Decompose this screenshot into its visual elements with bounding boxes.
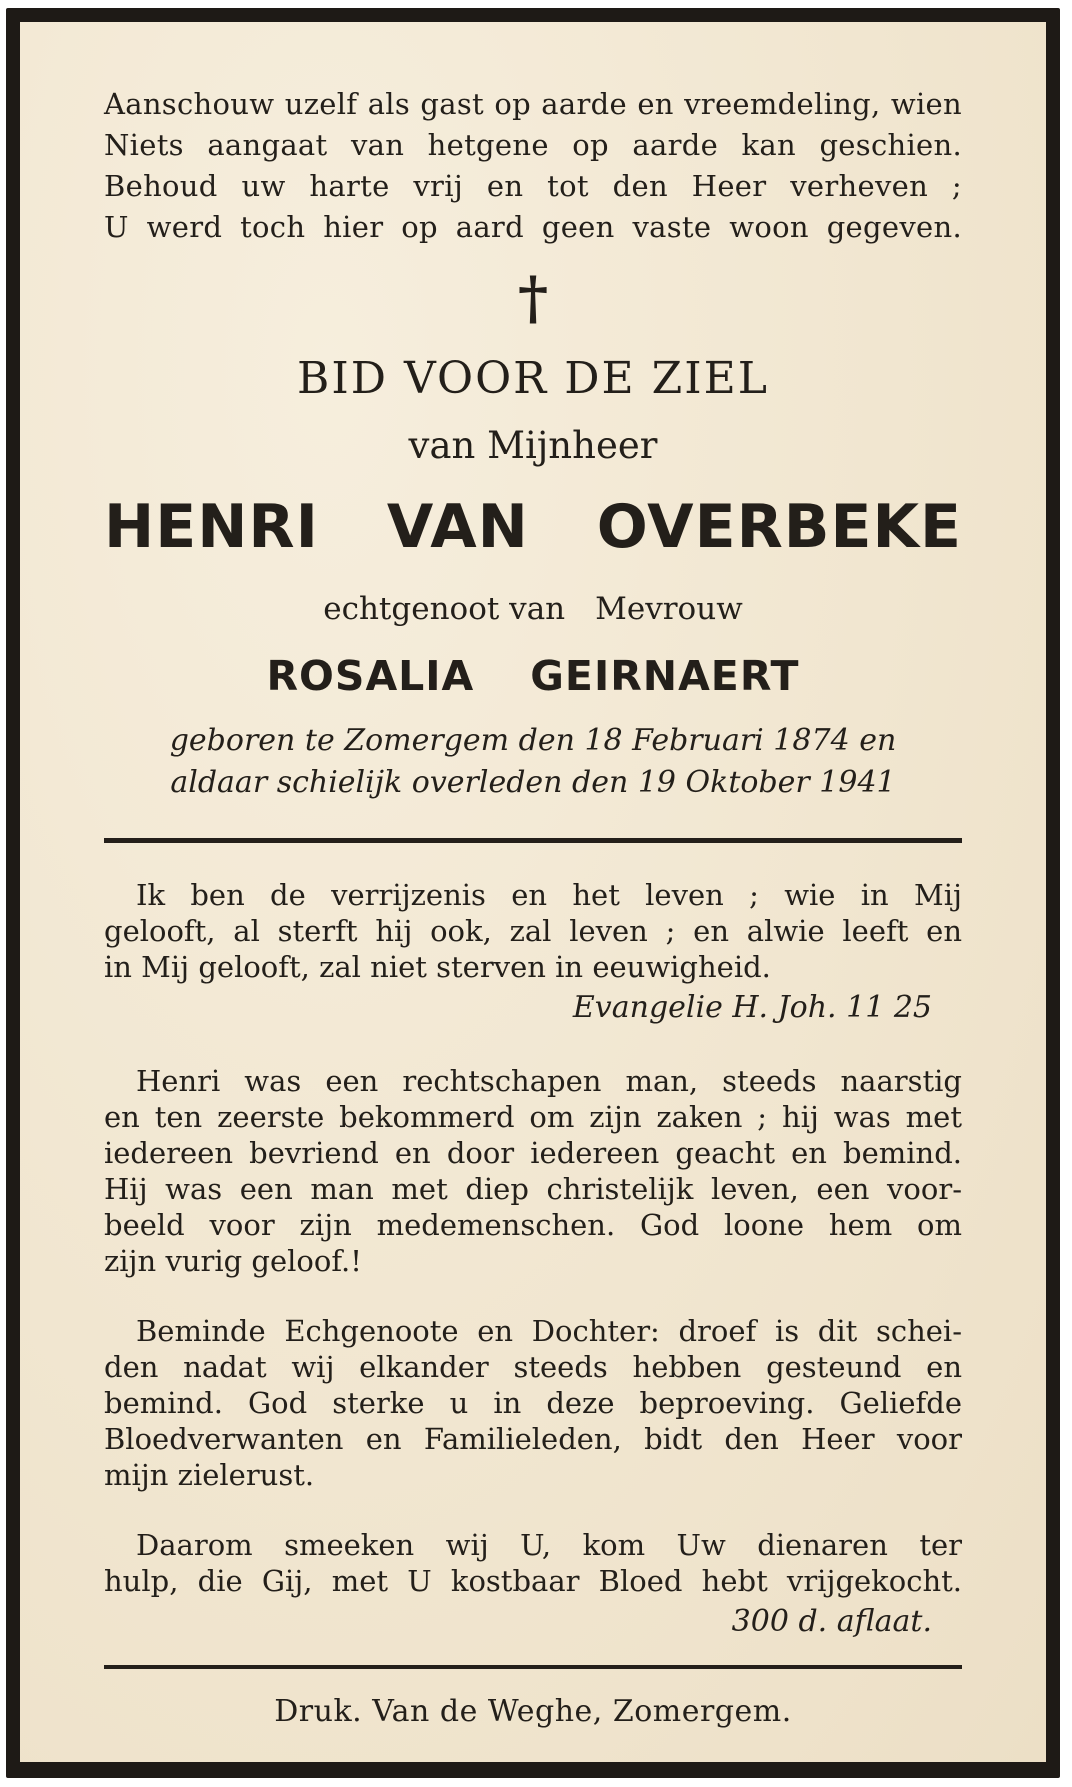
farewell-line: Beminde Echgenoote en Dochter: droef is dit schei-	[136, 1314, 962, 1348]
spouse-intro-left: echtgenoot van	[323, 591, 566, 627]
deceased-name-particle: VAN	[386, 492, 529, 562]
card-content	[104, 84, 962, 1733]
spouse-intro	[104, 588, 962, 630]
deceased-name	[104, 490, 962, 564]
honorific: van Mijnheer	[408, 424, 658, 467]
opening-verse	[104, 84, 962, 248]
farewell-line: bemind. God sterke u in deze beproeving. Geliefde	[104, 1386, 962, 1420]
deceased-first-name: HENRI	[104, 492, 319, 562]
verse-line: U werd toch hier op aard geen vaste woon gegeven.	[104, 210, 962, 244]
spouse-intro-right: Mevrouw	[595, 591, 743, 627]
scripture-quote	[104, 877, 962, 985]
verse-line: Behoud uw harte vrij en tot den Heer verheven ;	[104, 169, 962, 203]
spouse-name	[104, 650, 962, 702]
tribute-line: Hij was een man met diep christelijk leven, een voor-	[104, 1172, 962, 1206]
scripture-line: in Mij gelooft, zal niet sterven in eeuwigheid.	[104, 950, 771, 984]
verse-line: Aanschouw uzelf als gast op aarde en vreemdeling, wien	[104, 87, 962, 121]
death-line: aldaar schielijk overleden den 19 Oktober 1941	[170, 765, 896, 800]
verse-line: Niets aangaat van hetgene op aarde kan geschien.	[104, 128, 962, 162]
cross-icon: †	[517, 264, 549, 332]
scripture-line: gelooft, al sterft hij ook, zal leven ; en alwie leeft en	[104, 914, 962, 948]
scripture-reference: Evangelie H. Joh. 11 25	[572, 990, 932, 1025]
birth-death-info	[104, 720, 962, 804]
farewell-line: mijn zielerust.	[104, 1458, 315, 1492]
memorial-card	[6, 8, 1060, 1778]
prayer-line: Daarom smeeken wij U, kom Uw dienaren ter	[136, 1528, 962, 1562]
tribute-paragraph	[104, 1063, 962, 1279]
birth-line: geboren te Zomergem den 18 Februari 1874 en	[169, 723, 897, 758]
tribute-line: zijn vurig geloof.!	[104, 1244, 362, 1278]
divider-line	[104, 838, 962, 843]
prayer-paragraph	[104, 1527, 962, 1599]
farewell-line: den nadat wij elkander steeds hebben gesteund en	[104, 1350, 962, 1384]
scripture-line: Ik ben de verrijzenis en het leven ; wie in Mij	[136, 878, 962, 912]
spouse-first-name: ROSALIA	[266, 652, 475, 700]
prayer-heading: BID VOOR DE ZIEL	[297, 353, 769, 404]
tribute-line: beeld voor zijn medemenschen. God loone hem om	[104, 1208, 962, 1242]
deceased-last-name: OVERBEKE	[596, 492, 962, 562]
spouse-last-name: GEIRNAERT	[530, 652, 800, 700]
footer-divider	[104, 1665, 962, 1669]
tribute-line: iedereen bevriend en door iedereen geacht en bemind.	[104, 1136, 962, 1170]
prayer-line: hulp, die Gij, met U kostbaar Bloed hebt vrijgekocht.	[104, 1564, 962, 1598]
printer-credit: Druk. Van de Weghe, Zomergem.	[274, 1694, 792, 1729]
tribute-line: en ten zeerste bekommerd om zijn zaken ; hij was met	[104, 1100, 962, 1134]
tribute-line: Henri was een rechtschapen man, steeds naarstig	[136, 1064, 962, 1098]
farewell-line: Bloedverwanten en Familieleden, bidt den Heer voor	[104, 1422, 962, 1456]
card-paper	[20, 22, 1046, 1762]
farewell-paragraph	[104, 1313, 962, 1493]
indulgence-note: 300 d. aflaat.	[731, 1604, 932, 1639]
